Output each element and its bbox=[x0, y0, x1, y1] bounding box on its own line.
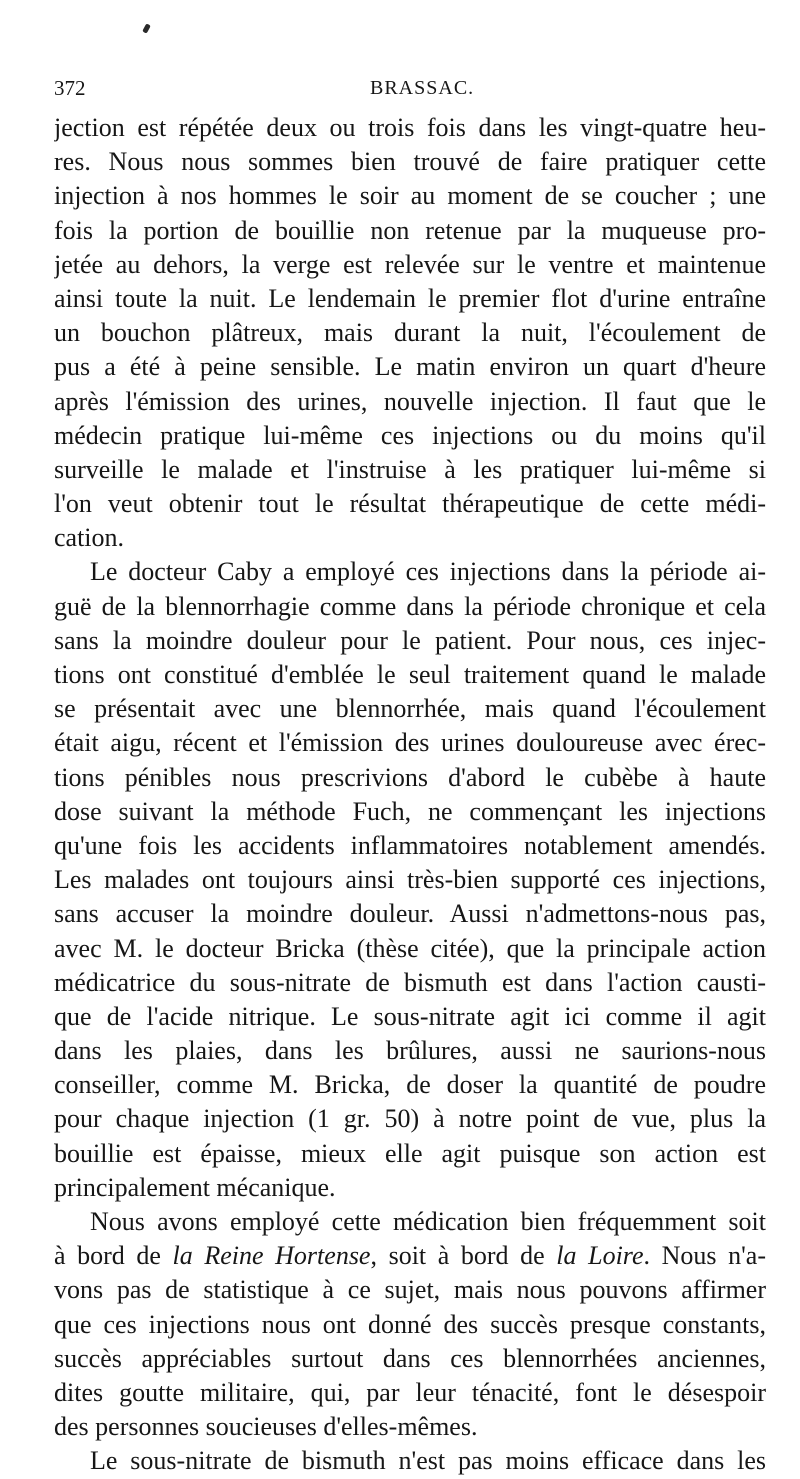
text-line: médicatrice du sous-nitrate de bismuth est dans l'action causti- bbox=[54, 967, 766, 997]
text-line: l'on veut obtenir tout le résultat thérapeutique de cette médi- bbox=[54, 489, 766, 519]
text-line: tions ont constitué d'emblée le seul traitement quand le malade bbox=[54, 660, 766, 689]
text-line: tions pénibles nous prescrivions d'abord le cubèbe à haute bbox=[54, 762, 766, 792]
text-line: Nous avons employé cette médication bien fréquemment soit bbox=[90, 1207, 766, 1236]
text-line: dose suivant la méthode Fuch, ne commençant les injections bbox=[54, 796, 766, 826]
text-line: vons pas de statistique à ce sujet, mais nous pouvons affirmer bbox=[54, 1275, 766, 1305]
text-line: avec M. le docteur Bricka (thèse citée), que la principale action bbox=[54, 933, 766, 963]
text-line: pour chaque injection (1 gr. 50) à notre point de vue, plus la bbox=[54, 1104, 766, 1134]
text-line: pus a été à peine sensible. Le matin environ un quart d'heure bbox=[54, 352, 766, 382]
text-line: Le sous-nitrate de bismuth n'est pas moins efficace dans les bbox=[90, 1446, 766, 1476]
text-line: à bord de la Reine Hortense, soit à bord de la Loire. Nous n'a- bbox=[54, 1241, 766, 1271]
paragraph bbox=[54, 111, 766, 555]
text-line: ainsi toute la nuit. Le lendemain le premier flot d'urine entraîne bbox=[54, 283, 766, 313]
text-line: surveille le malade et l'instruise à les pratiquer lui-même si bbox=[54, 454, 766, 484]
italic-title: la Loire bbox=[556, 1241, 644, 1271]
text-line: principalement mécanique. bbox=[54, 1172, 336, 1202]
text-line: res. Nous nous sommes bien trouvé de faire pratiquer cette bbox=[54, 147, 766, 177]
text-line: injection à nos hommes le soir au moment de se coucher ; une bbox=[54, 181, 766, 211]
text-line: qu'une fois les accidents inflammatoires notablement amendés. bbox=[54, 830, 766, 860]
paragraph bbox=[54, 1205, 766, 1444]
text-line: bouillie est épaisse, mieux elle agit puisque son action est bbox=[54, 1138, 766, 1168]
paragraph bbox=[54, 1444, 766, 1478]
text-line: que de l'acide nitrique. Le sous-nitrate agit ici comme il agit bbox=[54, 1001, 766, 1031]
text-line: Les malades ont toujours ainsi très-bien supporté ces injections, bbox=[54, 865, 766, 895]
page-number: 372 bbox=[54, 76, 86, 100]
text-line: se présentait avec une blennorrhée, mais quand l'écoulement bbox=[54, 694, 766, 724]
text-line: sans la moindre douleur pour le patient. Pour nous, ces injec- bbox=[54, 625, 766, 655]
italic-title: la Reine Hortense bbox=[172, 1241, 371, 1271]
text-line: des personnes soucieuses d'elles-mêmes. bbox=[54, 1412, 478, 1442]
text-line: jection est répétée deux ou trois fois dans les vingt-quatre heu- bbox=[54, 113, 766, 142]
text-line: succès appréciables surtout dans ces blennorrhées anciennes, bbox=[54, 1343, 766, 1373]
text-line: fois la portion de bouillie non retenue par la muqueuse pro- bbox=[54, 215, 766, 245]
text-line: un bouchon plâtreux, mais durant la nuit, l'écoulement de bbox=[54, 318, 766, 348]
text-line: après l'émission des urines, nouvelle injection. Il faut que le bbox=[54, 386, 766, 416]
paragraph bbox=[54, 555, 766, 1205]
text-line: était aigu, récent et l'émission des urines douloureuse avec érec- bbox=[54, 728, 766, 758]
text-line: Le docteur Caby a employé ces injections dans la période ai- bbox=[90, 557, 766, 587]
text-line: jetée au dehors, la verge est relevée sur le ventre et maintenue bbox=[54, 249, 766, 279]
text-line: conseiller, comme M. Bricka, de doser la quantité de poudre bbox=[54, 1070, 766, 1100]
text-line: dans les plaies, dans les brûlures, aussi ne saurions-nous bbox=[54, 1036, 766, 1066]
running-title: BRASSAC. bbox=[370, 77, 475, 99]
body-text bbox=[54, 111, 766, 1479]
text-line: cation. bbox=[54, 523, 125, 553]
text-line: guë de la blennorrhagie comme dans la période chronique et cela bbox=[54, 591, 766, 621]
text-line: dites goutte militaire, qui, par leur ténacité, font le désespoir bbox=[54, 1377, 766, 1407]
text-line: que ces injections nous ont donné des succès presque constants, bbox=[54, 1309, 766, 1339]
ink-speck bbox=[142, 23, 151, 33]
text-line: médecin pratique lui-même ces injections ou du moins qu'il bbox=[54, 420, 766, 450]
text-line: sans accuser la moindre douleur. Aussi n'admettons-nous pas, bbox=[54, 899, 766, 929]
page-header bbox=[54, 74, 766, 102]
